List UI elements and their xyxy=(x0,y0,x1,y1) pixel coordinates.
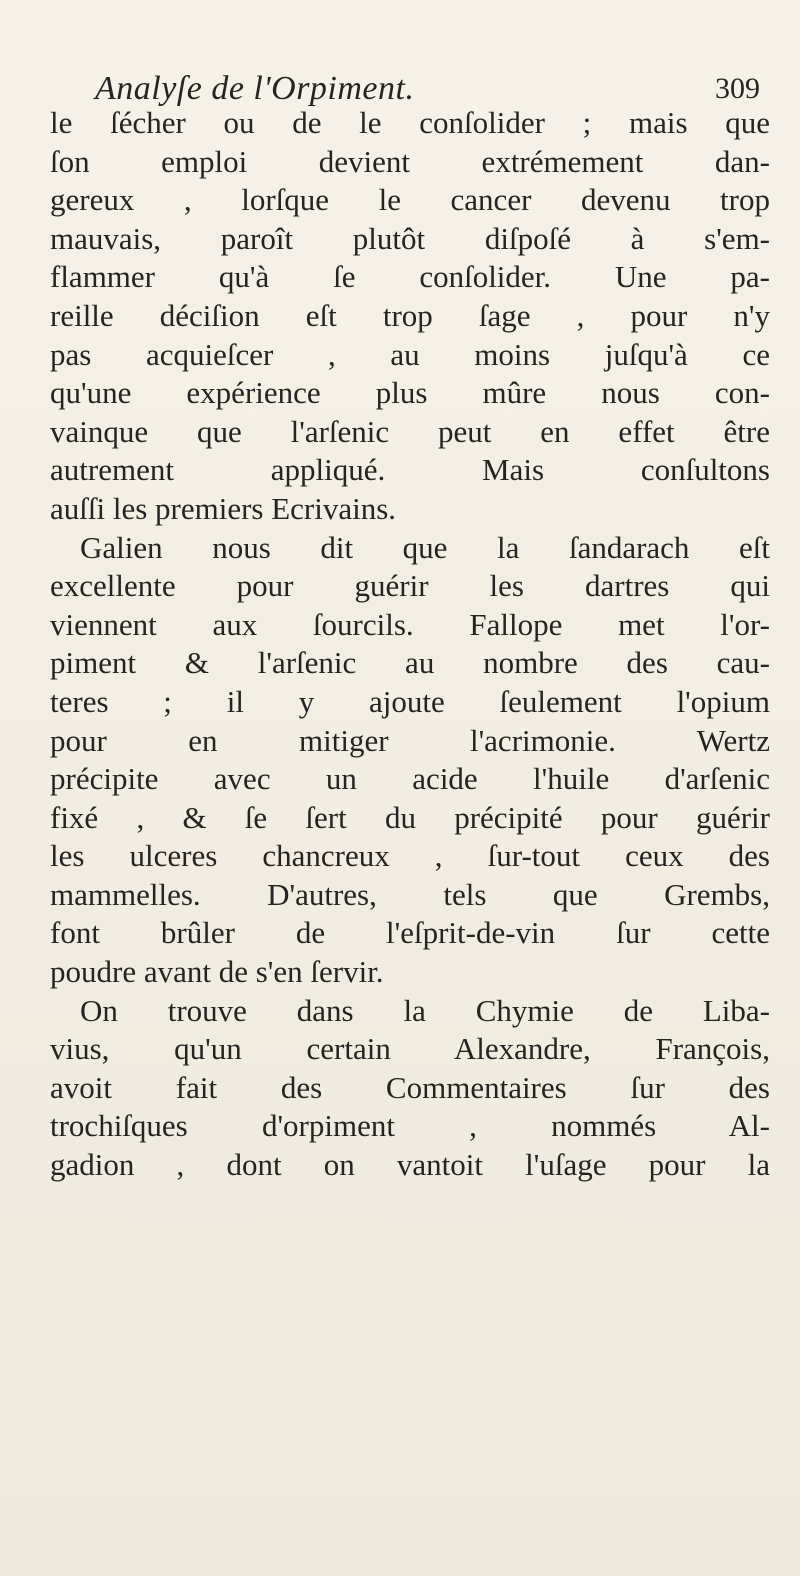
text-line: font brûler de l'eſprit-de-vin ſur cette xyxy=(50,915,770,951)
text-line: fixé , & ſe ſert du précipité pour guérir xyxy=(50,799,770,835)
text-line: reille déciſion eſt trop ſage , pour n'y xyxy=(50,297,770,333)
text-line: pour en mitiger l'acrimonie. Wertz xyxy=(50,722,770,758)
text-line: gereux , lorſque le cancer devenu trop xyxy=(50,182,770,218)
text-line: viennent aux ſourcils. Fallope met l'or- xyxy=(50,606,770,642)
text-line: poudre avant de s'en ſervir. xyxy=(50,954,384,990)
text-line: excellente pour guérir les dartres qui xyxy=(50,568,770,604)
page-number: 309 xyxy=(715,72,760,105)
text-line: précipite avec un acide l'huile d'arſenic xyxy=(50,761,770,797)
text-line: On trouve dans la Chymie de Liba- xyxy=(80,992,770,1028)
text-line: qu'une expérience plus mûre nous con- xyxy=(50,375,770,411)
text-line: flammer qu'à ſe conſolider. Une pa- xyxy=(50,259,770,295)
text-line: les ulceres chancreux , ſur-tout ceux des xyxy=(50,838,770,874)
text-line: pas acquieſcer , au moins juſqu'à ce xyxy=(50,336,770,372)
text-line: avoit fait des Commentaires ſur des xyxy=(50,1069,770,1105)
text-line: Galien nous dit que la ſandarach eſt xyxy=(80,529,770,565)
text-line: piment & l'arſenic au nombre des cau- xyxy=(50,645,770,681)
text-line: mammelles. D'autres, tels que Grembs, xyxy=(50,876,770,912)
text-line: mauvais, paroît plutôt diſpoſé à s'em- xyxy=(50,220,770,256)
text-line: teres ; il y ajoute ſeulement l'opium xyxy=(50,683,770,719)
text-line: vainque que l'arſenic peut en effet être xyxy=(50,413,770,449)
text-line: trochiſques d'orpiment , nommés Al- xyxy=(50,1108,770,1144)
text-line: le ſécher ou de le conſolider ; mais que xyxy=(50,105,770,140)
text-line: vius, qu'un certain Alexandre, François, xyxy=(50,1031,770,1067)
running-title: Analyſe de l'Orpiment. xyxy=(95,70,415,107)
body-text xyxy=(50,104,770,1185)
text-line: ſon emploi devient extrémement dan- xyxy=(50,143,770,179)
text-line: gadion , dont on vantoit l'uſage pour la xyxy=(50,1147,770,1183)
text-line: autrement appliqué. Mais conſultons xyxy=(50,452,770,488)
text-line: auſſi les premiers Ecrivains. xyxy=(50,490,397,526)
